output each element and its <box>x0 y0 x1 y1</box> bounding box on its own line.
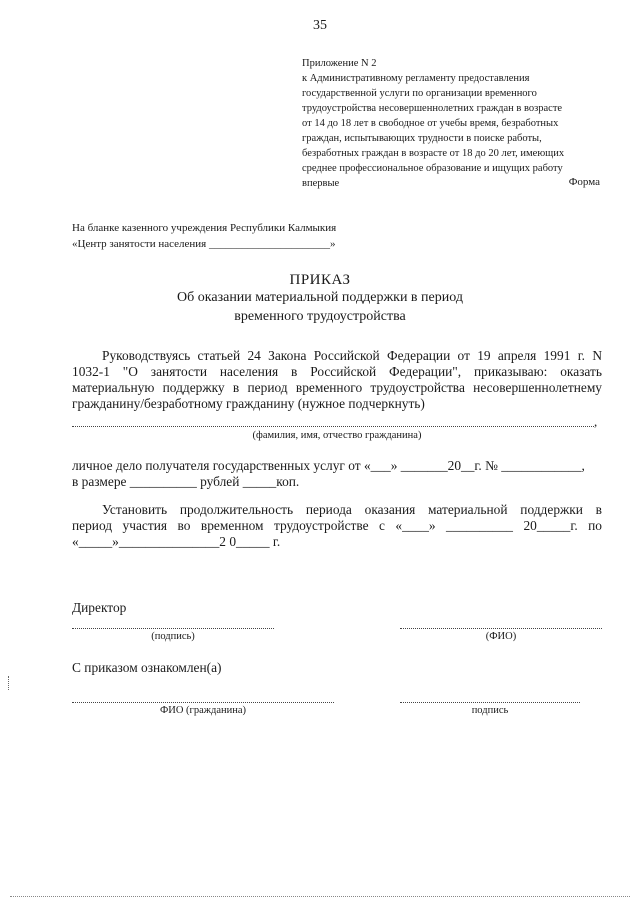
page-number: 35 <box>313 18 327 33</box>
acquainted-label: С приказом ознакомлен(а) <box>72 660 222 675</box>
citizen-fio-caption: ФИО (гражданина) <box>159 705 247 716</box>
case-block <box>72 458 602 490</box>
appendix-line: граждан, испытывающих трудности в поиске работы, <box>302 133 542 144</box>
appendix-line: государственной услуги по организации временного <box>302 88 537 99</box>
appendix-line: Приложение N 2 <box>302 58 377 69</box>
director-fio-line[interactable] <box>400 628 602 629</box>
director-label: Директор <box>72 600 127 615</box>
document-title: ПРИКАЗ <box>289 272 351 288</box>
citizen-fio-line[interactable] <box>72 702 334 703</box>
appendix-line: от 14 до 18 лет в свободное от учебы время, безработных <box>302 118 559 129</box>
name-line-comma: , <box>594 414 598 429</box>
page-bottom-rule <box>10 896 630 897</box>
case-line: личное дело получателя государственных услуг от «___» _______20__г. № ____________, <box>72 458 585 473</box>
letterhead-line-1: На бланке казенного учреждения Республики Калмыкия <box>72 222 337 234</box>
order-paragraph-1 <box>72 348 602 412</box>
margin-mark <box>8 676 11 690</box>
director-signature-caption: (подпись) <box>151 631 195 642</box>
paragraph-line: период участия во временном трудоустройстве с «____» __________ 20_____г. по <box>72 518 602 533</box>
paragraph-line: гражданину/безработному гражданину (нужное подчеркнуть) <box>72 396 425 411</box>
appendix-line: к Административному регламенту предоставления <box>302 73 530 84</box>
amount-line: в размере __________ рублей _____коп. <box>72 474 300 489</box>
letterhead-note <box>72 220 336 252</box>
director-signature-line[interactable] <box>72 628 274 629</box>
appendix-line: безработных граждан в возрасте от 18 до 20 лет, имеющих <box>302 148 565 159</box>
citizen-signature-line[interactable] <box>400 702 580 703</box>
director-fio-caption: (ФИО) <box>485 631 517 642</box>
paragraph-line: 1032-1 "О занятости населения в Российской Федерации", приказываю: оказать <box>72 364 602 379</box>
paragraph-line: Руководствуясь статьей 24 Закона Российской Федерации от 19 апреля 1991 г. N <box>102 348 602 363</box>
paragraph-line: «_____»_______________2 0_____ г. <box>72 534 281 549</box>
letterhead-line-2: «Центр занятости населения ______________________» <box>72 238 336 250</box>
paragraph-line: материальную поддержку в период временного трудоустройства несовершеннолетнему <box>72 380 602 395</box>
appendix-line: впервые <box>302 178 340 189</box>
citizen-signature-caption: подпись <box>471 705 509 716</box>
document-subtitle-2: временного трудоустройства <box>234 309 406 324</box>
appendix-block <box>302 56 602 191</box>
order-paragraph-2 <box>72 502 602 550</box>
paragraph-line: Установить продолжительность периода оказания материальной поддержки в <box>102 502 602 517</box>
appendix-line: среднее профессиональное образование и ищущих работу <box>302 163 563 174</box>
appendix-line: трудоустройства несовершеннолетних граждан в возрасте <box>302 103 563 114</box>
form-label: Форма <box>568 176 600 188</box>
document-subtitle-1: Об оказании материальной поддержки в период <box>177 290 463 305</box>
citizen-name-line[interactable] <box>72 426 594 427</box>
citizen-name-caption: (фамилия, имя, отчество гражданина) <box>252 430 422 441</box>
